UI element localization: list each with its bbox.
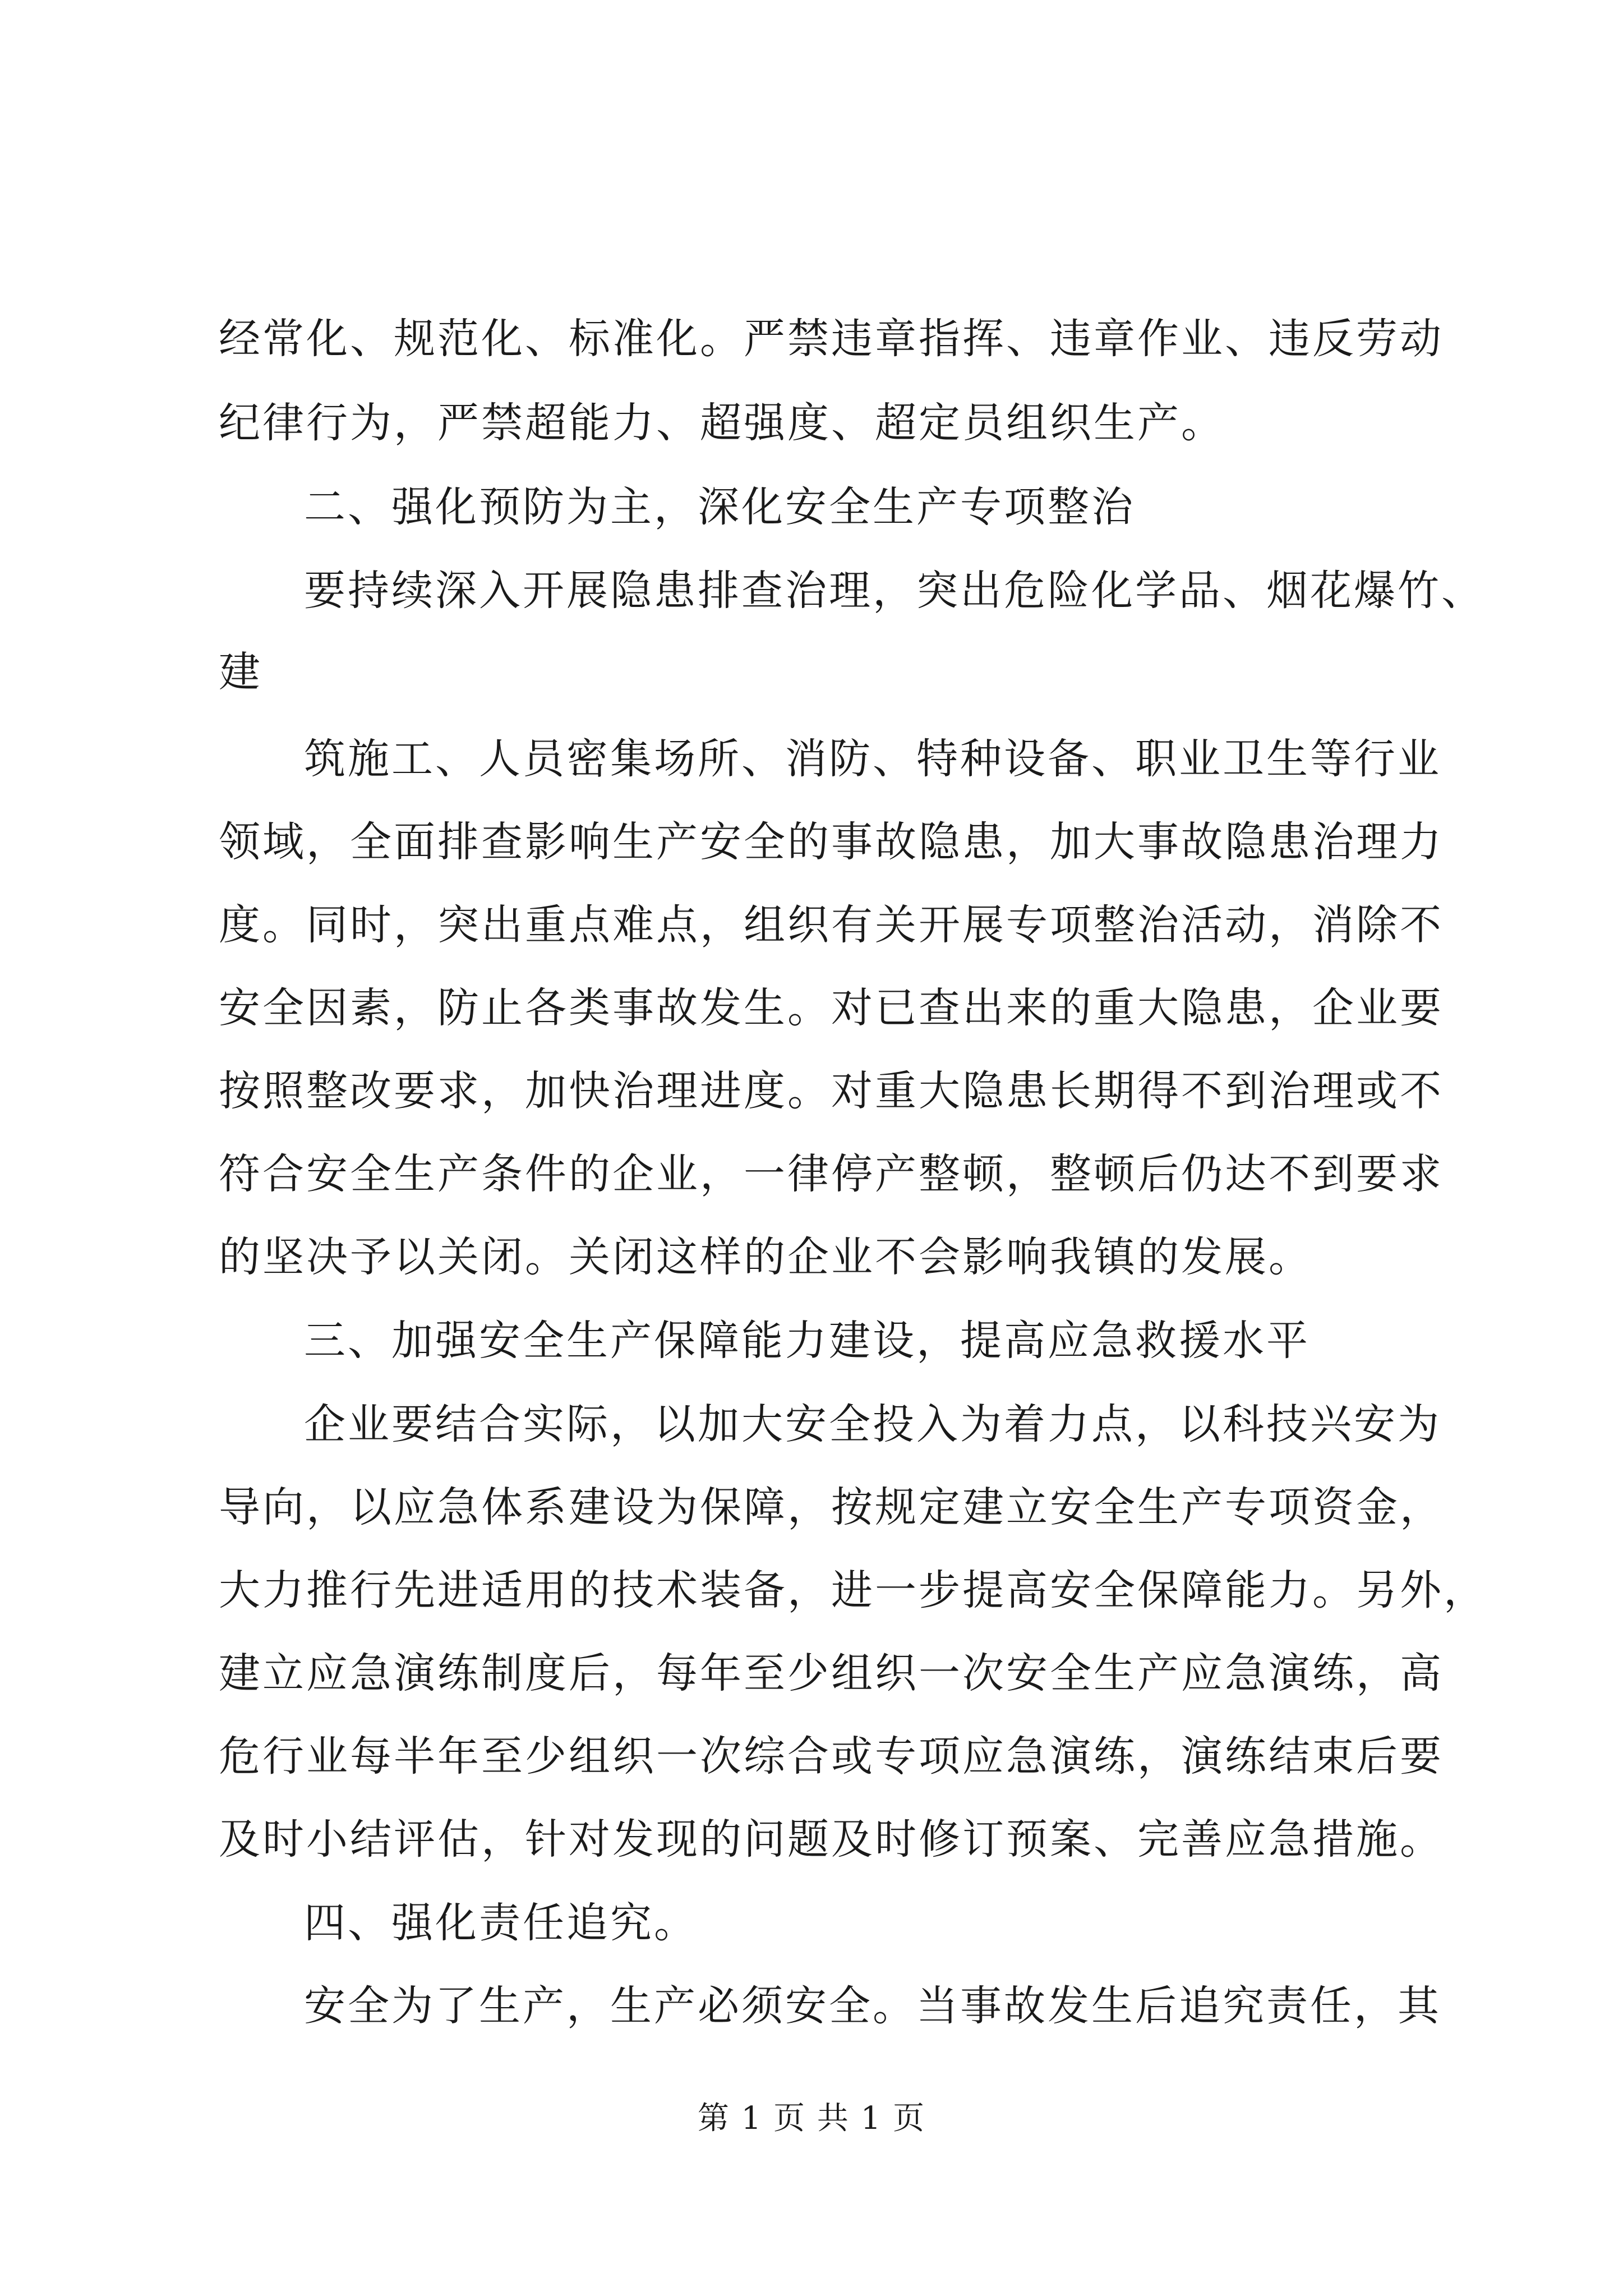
body-text-line: 危行业每半年至少组织一次综合或专项应急演练，演练结束后要 — [219, 1732, 1444, 1780]
body-text-line: 安全因素，防止各类事故发生。对已查出来的重大隐患，企业要 — [219, 984, 1444, 1032]
body-text-line: 领域，全面排查影响生产安全的事故隐患，加大事故隐患治理力 — [219, 818, 1444, 866]
body-text-line: 纪律行为，严禁超能力、超强度、超定员组织生产。 — [219, 399, 1225, 447]
paragraph-start-line: 要持续深入开展隐患排查治理，突出危险化学品、烟花爆竹、 — [304, 567, 1485, 615]
section-heading-3: 三、加强安全生产保障能力建设，提高应急救援水平 — [304, 1317, 1310, 1365]
section-heading-2: 二、强化预防为主，深化安全生产专项整治 — [304, 483, 1135, 531]
section-heading-4: 四、强化责任追究。 — [304, 1899, 698, 1947]
paragraph-start-line: 企业要结合实际，以加大安全投入为着力点，以科技兴安为 — [304, 1400, 1441, 1448]
body-text-line: 建 — [219, 648, 262, 696]
page-footer: 第 1 页 共 1 页 — [697, 2100, 926, 2137]
body-text-line: 及时小结评估，针对发现的问题及时修订预案、完善应急措施。 — [219, 1815, 1444, 1864]
body-text-line: 大力推行先进适用的技术装备，进一步提高安全保障能力。另外， — [219, 1566, 1487, 1614]
body-text-line: 导向，以应急体系建设为保障，按规定建立安全生产专项资金， — [219, 1483, 1444, 1531]
body-text-line: 按照整改要求，加快治理进度。对重大隐患长期得不到治理或不 — [219, 1067, 1444, 1115]
paragraph-start-line: 安全为了生产，生产必须安全。当事故发生后追究责任，其 — [304, 1982, 1441, 2030]
paragraph-start-line: 筑施工、人员密集场所、消防、特种设备、职业卫生等行业 — [304, 735, 1441, 783]
body-text-line: 度。同时，突出重点难点，组织有关开展专项整治活动，消除不 — [219, 901, 1444, 949]
body-text-line: 的坚决予以关闭。关闭这样的企业不会影响我镇的发展。 — [219, 1233, 1312, 1281]
body-text-line: 经常化、规范化、标准化。严禁违章指挥、违章作业、违反劳动 — [219, 315, 1444, 363]
body-text-line: 符合安全生产条件的企业，一律停产整顿，整顿后仍达不到要求 — [219, 1150, 1444, 1198]
body-text-line: 建立应急演练制度后，每年至少组织一次安全生产应急演练，高 — [219, 1649, 1444, 1697]
